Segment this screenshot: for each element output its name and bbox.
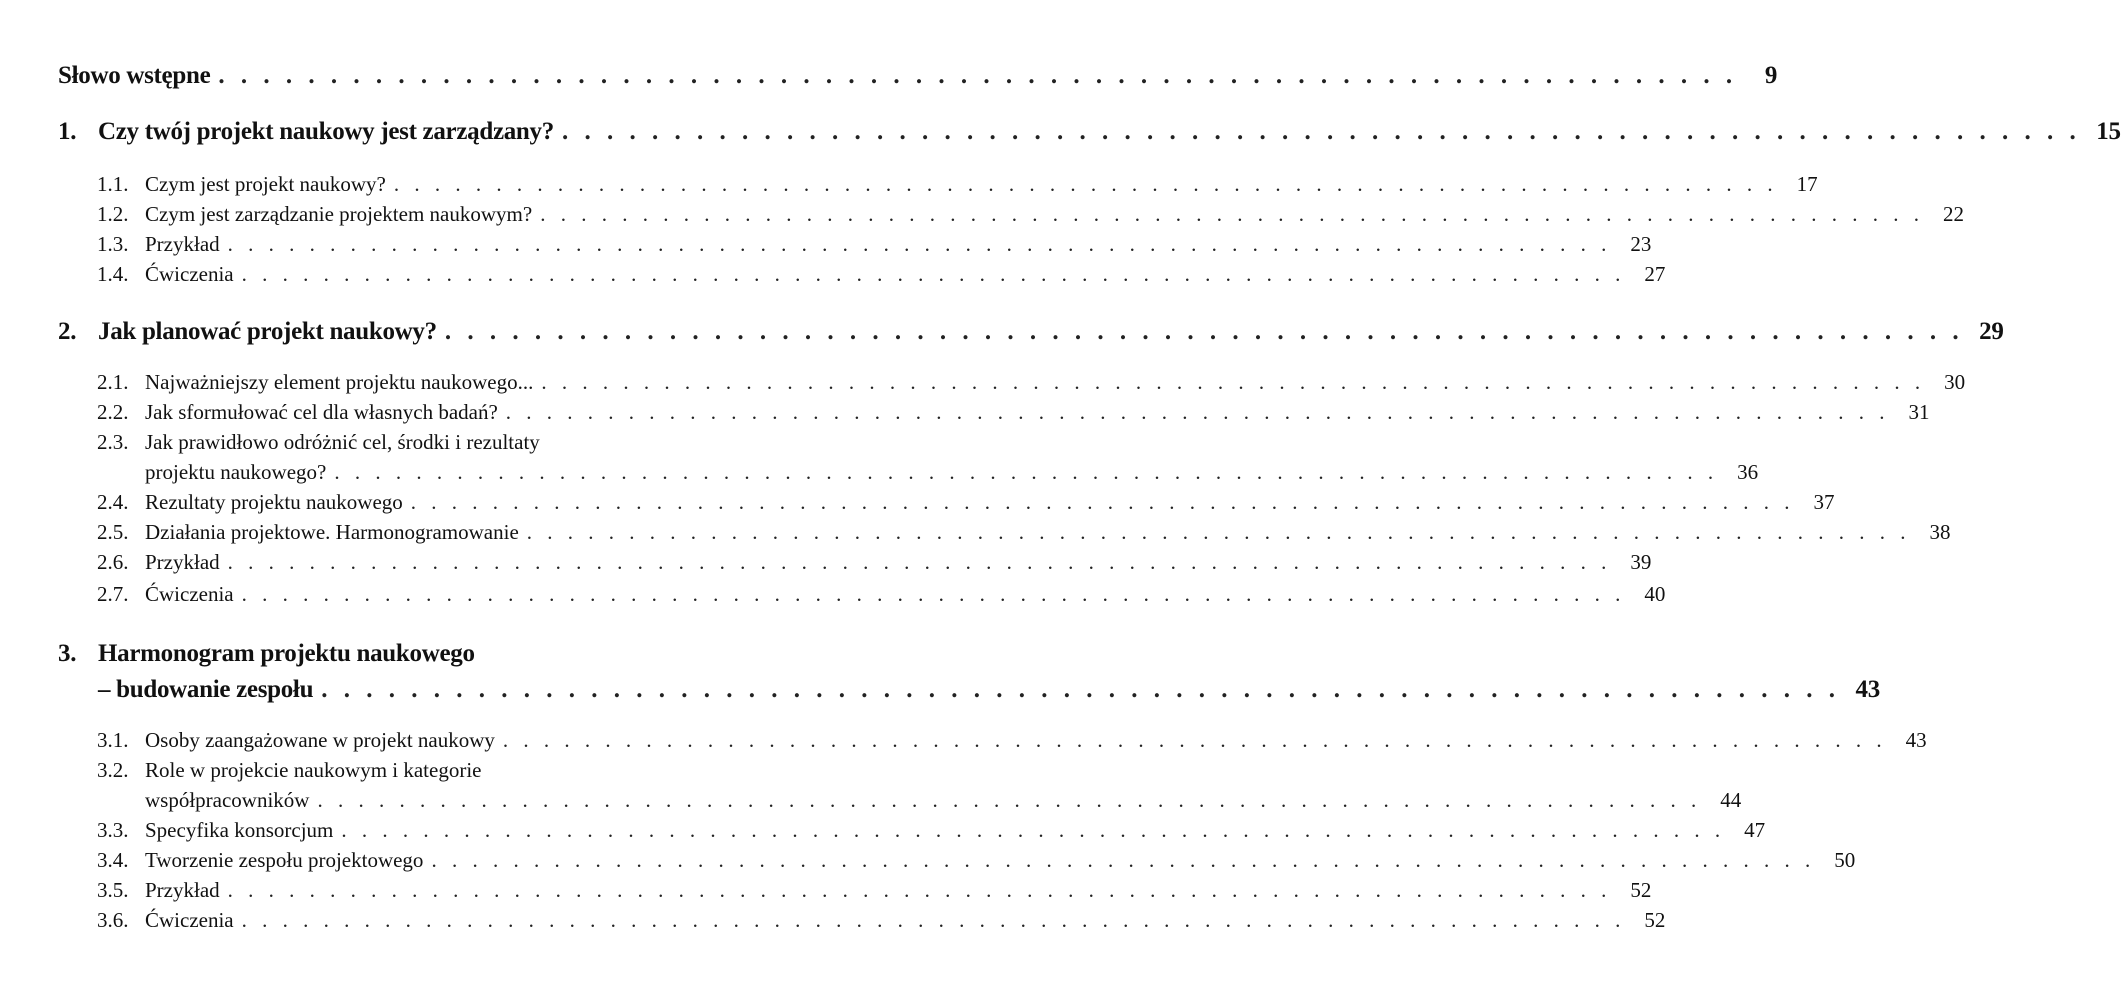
page-number: 9 — [1764, 62, 1778, 89]
page-number: 37 — [1813, 490, 1835, 514]
toc-entry-preface — [58, 62, 1778, 90]
section-title: Przykład — [145, 232, 220, 256]
dot-leader — [234, 908, 1626, 933]
dot-leader — [220, 550, 1612, 575]
section-number: 2.6. — [97, 550, 129, 574]
section-number: 1.4. — [97, 262, 129, 286]
page-number: 27 — [1644, 262, 1666, 286]
dot-leader — [437, 318, 1964, 346]
chapter-title: Jak planować projekt naukowy? — [98, 318, 437, 345]
dot-leader — [386, 172, 1778, 197]
page-number: 15 — [2096, 118, 2121, 145]
page-number: 36 — [1737, 460, 1759, 484]
page-number: 52 — [1630, 878, 1652, 902]
toc-section-3-2-continuation — [145, 788, 1742, 813]
section-title: Ćwiczenia — [145, 262, 234, 286]
toc-chapter-3-continuation — [98, 676, 1880, 704]
chapter-title-line-2: – budowanie zespołu — [98, 676, 314, 703]
section-number: 2.3. — [97, 430, 129, 454]
page-number: 39 — [1630, 550, 1652, 574]
section-number: 3.4. — [97, 848, 129, 872]
chapter-number: 1. — [58, 118, 77, 145]
section-title-line-2: projektu naukowego? — [145, 460, 327, 484]
page-number: 38 — [1929, 520, 1951, 544]
toc-section-1-3 — [97, 232, 1652, 257]
section-number: 2.7. — [97, 582, 129, 606]
section-title: Ćwiczenia — [145, 908, 234, 932]
section-title: Przykład — [145, 550, 220, 574]
section-number: 3.2. — [97, 758, 129, 782]
section-number: 3.3. — [97, 818, 129, 842]
section-number: 2.5. — [97, 520, 129, 544]
toc-section-2-3 — [97, 430, 734, 455]
section-title: Najważniejszy element projektu naukowego... — [145, 370, 534, 394]
section-number: 1.1. — [97, 172, 129, 196]
section-number: 2.2. — [97, 400, 129, 424]
dot-leader — [220, 878, 1612, 903]
page-number: 44 — [1720, 788, 1742, 812]
toc-section-3-1 — [97, 728, 1927, 753]
toc-chapter-2 — [58, 318, 2004, 346]
dot-leader — [326, 460, 1718, 485]
toc-section-3-5 — [97, 878, 1652, 903]
toc-chapter-3 — [58, 640, 734, 668]
page-number: 29 — [1979, 318, 2004, 345]
section-title-line-1: Jak prawidłowo odróżnić cel, środki i rezultaty — [145, 430, 540, 454]
toc-section-1-2 — [97, 202, 1964, 227]
toc-chapter-1 — [58, 118, 2121, 146]
section-title: Ćwiczenia — [145, 582, 234, 606]
page-number: 17 — [1796, 172, 1818, 196]
page-number: 43 — [1855, 676, 1880, 703]
toc-section-2-3-continuation — [145, 460, 1759, 485]
toc-section-3-3 — [97, 818, 1766, 843]
section-title: Czym jest projekt naukowy? — [145, 172, 386, 196]
chapter-number: 2. — [58, 318, 77, 345]
page-number: 43 — [1905, 728, 1927, 752]
toc-section-1-1 — [97, 172, 1818, 197]
section-title: Tworzenie zespołu projektowego — [145, 848, 424, 872]
chapter-title-line-1: Harmonogram projektu naukowego — [98, 640, 475, 667]
section-title-line-2: współpracowników — [145, 788, 310, 812]
dot-leader — [532, 202, 1924, 227]
section-title: Osoby zaangażowane w projekt naukowy — [145, 728, 495, 752]
section-title: Działania projektowe. Harmonogramowanie — [145, 520, 519, 544]
page-number: 23 — [1630, 232, 1652, 256]
section-title: Specyfika konsorcjum — [145, 818, 334, 842]
dot-leader — [495, 728, 1887, 753]
section-number: 3.1. — [97, 728, 129, 752]
page-number: 47 — [1744, 818, 1766, 842]
page-number: 22 — [1942, 202, 1964, 226]
dot-leader — [554, 118, 2081, 146]
section-title: Jak sformułować cel dla własnych badań? — [145, 400, 498, 424]
toc-section-3-6 — [97, 908, 1666, 933]
toc-section-2-6 — [97, 550, 1652, 575]
dot-leader — [498, 400, 1890, 425]
section-title: Rezultaty projektu naukowego — [145, 490, 403, 514]
dot-leader — [533, 370, 1925, 395]
dot-leader — [220, 232, 1612, 257]
section-number: 2.4. — [97, 490, 129, 514]
dot-leader — [403, 490, 1795, 515]
toc-section-2-2 — [97, 400, 1930, 425]
page-number: 50 — [1834, 848, 1856, 872]
toc-section-3-2 — [97, 758, 734, 783]
toc-section-2-5 — [97, 520, 1951, 545]
dot-leader — [519, 520, 1911, 545]
entry-title: Słowo wstępne — [58, 62, 211, 89]
section-number: 3.6. — [97, 908, 129, 932]
section-number: 1.3. — [97, 232, 129, 256]
section-number: 1.2. — [97, 202, 129, 226]
toc-section-2-7 — [97, 582, 1666, 607]
section-number: 2.1. — [97, 370, 129, 394]
page-number: 30 — [1944, 370, 1966, 394]
toc-section-2-1 — [97, 370, 1966, 395]
section-title: Czym jest zarządzanie projektem naukowym? — [145, 202, 533, 226]
dot-leader — [210, 62, 1737, 90]
page-number: 40 — [1644, 582, 1666, 606]
dot-leader — [423, 848, 1815, 873]
section-title: Przykład — [145, 878, 220, 902]
dot-leader — [333, 818, 1725, 843]
chapter-number: 3. — [58, 640, 77, 667]
toc-section-2-4 — [97, 490, 1835, 515]
dot-leader — [234, 262, 1626, 287]
chapter-title: Czy twój projekt naukowy jest zarządzany? — [98, 118, 554, 145]
page-number: 31 — [1908, 400, 1930, 424]
dot-leader — [234, 582, 1626, 607]
page-number: 52 — [1644, 908, 1666, 932]
section-title-line-1: Role w projekcie naukowym i kategorie — [145, 758, 482, 782]
toc-section-1-4 — [97, 262, 1666, 287]
section-number: 3.5. — [97, 878, 129, 902]
dot-leader — [309, 788, 1701, 813]
toc-section-3-4 — [97, 848, 1856, 873]
dot-leader — [313, 676, 1840, 704]
